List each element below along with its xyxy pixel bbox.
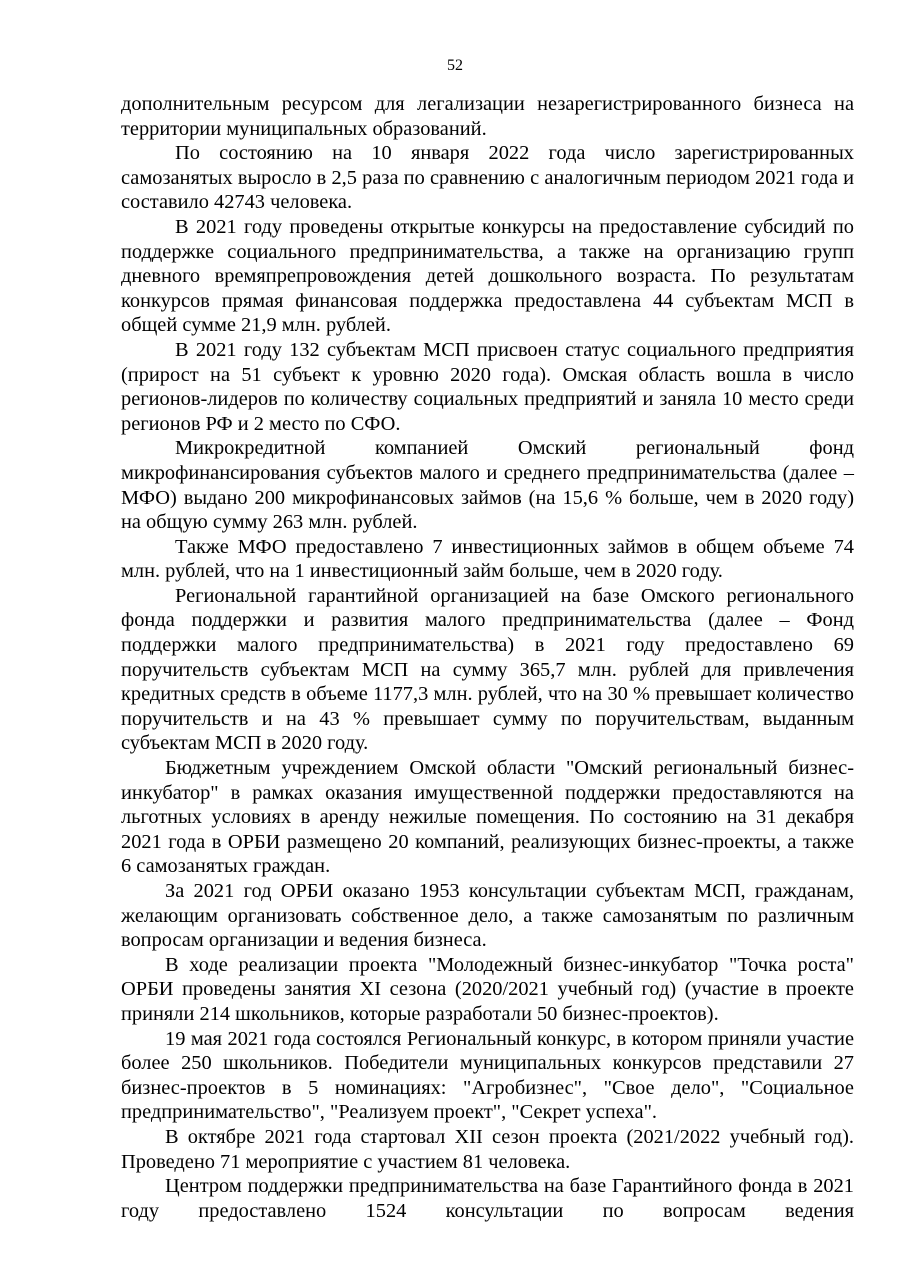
- paragraph: В 2021 году 132 субъектам МСП присвоен статус социального предприятия (прирост на 51 субъект к уровню 2020 года). Омская область вошла в число регионов-лидеров по количеству социальных предприятий и заняла 10 место среди регионов РФ и 2 место по СФО.: [121, 338, 854, 435]
- paragraph: В октябре 2021 года стартовал XII сезон проекта (2021/2022 учебный год). Проведено 71 мероприятие с участием 81 человека.: [121, 1125, 854, 1173]
- paragraph: Бюджетным учреждением Омской области "Омский региональный бизнес-инкубатор" в рамках оказания имущественной поддержки предоставляются на льготных условиях в аренду нежилые помещения. По состоянию на 31 декабря 2021 года в ОРБИ размещено 20 компаний, реализующих бизнес-проекты, а также 6 самозанятых граждан.: [121, 757, 854, 878]
- paragraph: дополнительным ресурсом для легализации незарегистрированного бизнеса на территории муниципальных образований.: [121, 93, 854, 140]
- paragraph: По состоянию на 10 января 2022 года число зарегистрированных самозанятых выросло в 2,5 раза по сравнению с аналогичным периодом 2021 года и составило 42743 человека.: [121, 142, 854, 214]
- paragraph: 19 мая 2021 года состоялся Региональный конкурс, в котором приняли участие более 250 школьников. Победители муниципальных конкурсов представили 27 бизнес-проектов в 5 номинациях: "Агробизнес", "Свое дело", "Социальное предпринимательство", "Реализуем проект", "Секрет успеха".: [121, 1027, 854, 1124]
- paragraph: Центром поддержки предпринимательства на базе Гарантийного фонда в 2021 году предоставлено 1524 консультации по вопросам ведения: [121, 1175, 854, 1222]
- page-body: [121, 92, 854, 1223]
- paragraph: Региональной гарантийной организацией на базе Омского регионального фонда поддержки и развития малого предпринимательства (далее – Фонд поддержки малого предпринимательства) в 2021 году предоставлено 69 поручительств субъектам МСП на сумму 365,7 млн. рублей для привлечения кредитных средств в объеме 1177,3 млн. рублей, что на 30 % превышает количество поручительств и на 43 % превышает сумму по поручительствам, выданным субъектам МСП в 2020 году.: [121, 584, 854, 755]
- paragraph: Также МФО предоставлено 7 инвестиционных займов в общем объеме 74 млн. рублей, что на 1 инвестиционный займ больше, чем в 2020 году.: [121, 535, 854, 583]
- paragraph: За 2021 год ОРБИ оказано 1953 консультации субъектам МСП, гражданам, желающим организовать собственное дело, а также самозанятым по различным вопросам организации и ведения бизнеса.: [121, 880, 854, 952]
- page-number: 52: [447, 57, 463, 74]
- paragraph: Микрокредитной компанией Омский региональный фонд микрофинансирования субъектов малого и среднего предпринимательства (далее – МФО) выдано 200 микрофинансовых займов (на 15,6 % больше, чем в 2020 году) на общую сумму 263 млн. рублей.: [121, 437, 854, 534]
- paragraph: В ходе реализации проекта "Молодежный бизнес-инкубатор "Точка роста" ОРБИ проведены занятия XI сезона (2020/2021 учебный год) (участие в проекте приняли 214 школьников, которые разработали 50 бизнес-проектов).: [121, 953, 854, 1025]
- paragraph: В 2021 году проведены открытые конкурсы на предоставление субсидий по поддержке социального предпринимательства, а также на организацию групп дневного времяпрепровождения детей дошкольного возраста. По результатам конкурсов прямая финансовая поддержка предоставлена 44 субъектам МСП в общей сумме 21,9 млн. рублей.: [121, 215, 854, 337]
